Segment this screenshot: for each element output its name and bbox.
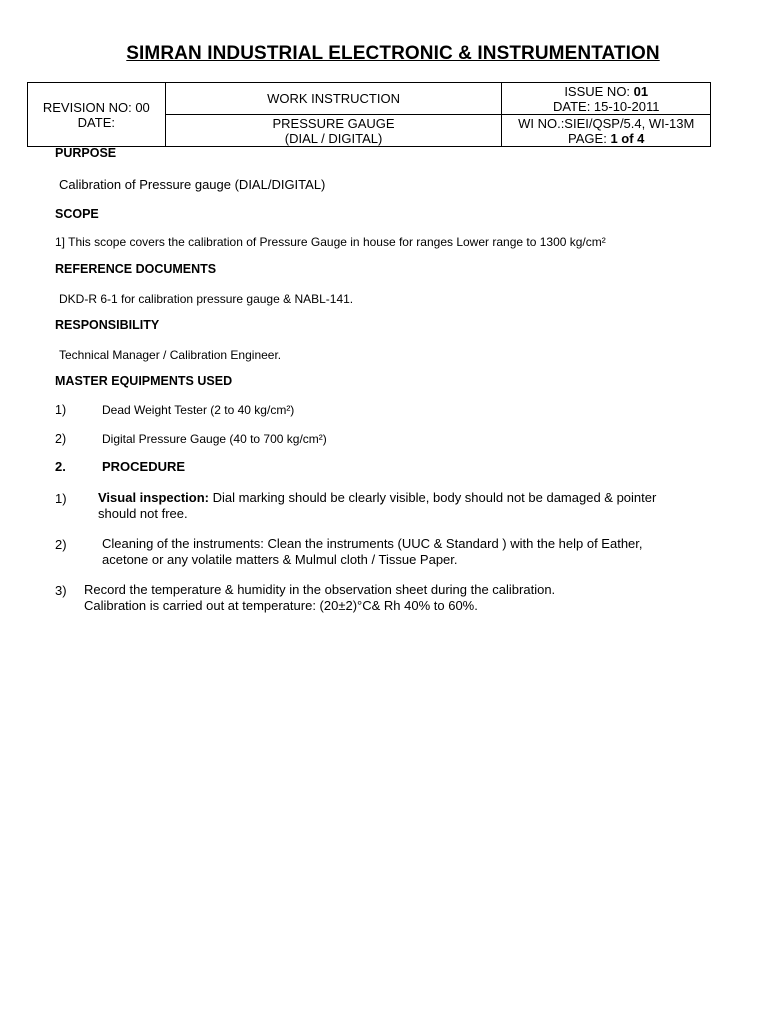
equipment-item-1: Dead Weight Tester (2 to 40 kg/cm²) bbox=[102, 403, 295, 417]
page-number: PAGE: 1 of 4 bbox=[568, 130, 645, 146]
company-title: SIMRAN INDUSTRIAL ELECTRONIC & INSTRUMENTATION bbox=[126, 43, 660, 64]
procedure-step-2-line-2: acetone or any volatile matters & Mulmul cloth / Tissue Paper. bbox=[102, 552, 458, 567]
revision-date-label: DATE: bbox=[77, 114, 115, 130]
issue-cell bbox=[502, 83, 711, 115]
equipment-item-1-number: 1) bbox=[55, 403, 67, 417]
reference-heading: REFERENCE DOCUMENTS bbox=[55, 262, 217, 276]
purpose-heading: PURPOSE bbox=[55, 146, 117, 160]
subject-cell bbox=[165, 115, 502, 147]
procedure-heading: PROCEDURE bbox=[102, 459, 186, 474]
procedure-step-2 bbox=[102, 536, 643, 568]
doc-type: WORK INSTRUCTION bbox=[267, 91, 400, 106]
issue-date: DATE: 15-10-2011 bbox=[552, 98, 660, 114]
purpose-text: Calibration of Pressure gauge (DIAL/DIGITAL) bbox=[59, 177, 326, 192]
procedure-step-3 bbox=[84, 582, 555, 614]
procedure-step-3-line-1: Record the temperature & humidity in the observation sheet during the calibration. bbox=[84, 582, 556, 597]
revision-number: REVISION NO: 00 bbox=[42, 99, 150, 115]
wi-cell bbox=[502, 115, 711, 147]
scope-text: 1] This scope covers the calibration of Pressure Gauge in house for ranges Lower range to 1300 kg/cm² bbox=[55, 235, 606, 249]
equipment-heading: MASTER EQUIPMENTS USED bbox=[55, 374, 233, 388]
revision-cell bbox=[28, 83, 166, 147]
procedure-step-1 bbox=[98, 490, 656, 522]
doc-type-cell bbox=[165, 83, 502, 115]
procedure-step-1-line-1: Visual inspection: Dial marking should be clearly visible, body should not be damaged & pointer bbox=[98, 490, 657, 505]
responsibility-text: Technical Manager / Calibration Engineer. bbox=[59, 348, 282, 362]
issue-number: ISSUE NO: 01 bbox=[564, 83, 649, 99]
document-header-table bbox=[27, 82, 711, 147]
procedure-step-2-number: 2) bbox=[55, 537, 67, 552]
reference-text: DKD-R 6-1 for calibration pressure gauge & NABL-141. bbox=[59, 292, 354, 306]
equipment-item-2-number: 2) bbox=[55, 432, 67, 446]
wi-number: WI NO.:SIEI/QSP/5.4, WI-13M bbox=[518, 115, 695, 131]
procedure-step-3-number: 3) bbox=[55, 583, 67, 598]
procedure-step-2-line-1: Cleaning of the instruments: Clean the instruments (UUC & Standard ) with the help of Eather, bbox=[102, 536, 643, 551]
subject-line-1: PRESSURE GAUGE bbox=[272, 115, 395, 131]
subject-line-2: (DIAL / DIGITAL) bbox=[284, 130, 383, 146]
procedure-step-1-number: 1) bbox=[55, 491, 67, 506]
scope-heading: SCOPE bbox=[55, 207, 99, 221]
responsibility-heading: RESPONSIBILITY bbox=[55, 318, 160, 332]
procedure-step-3-line-2: Calibration is carried out at temperature: (20±2)°C& Rh 40% to 60%. bbox=[84, 598, 478, 613]
equipment-item-2: Digital Pressure Gauge (40 to 700 kg/cm²) bbox=[102, 432, 327, 446]
procedure-number: 2. bbox=[55, 459, 66, 474]
procedure-step-1-line-2: should not free. bbox=[98, 506, 188, 521]
